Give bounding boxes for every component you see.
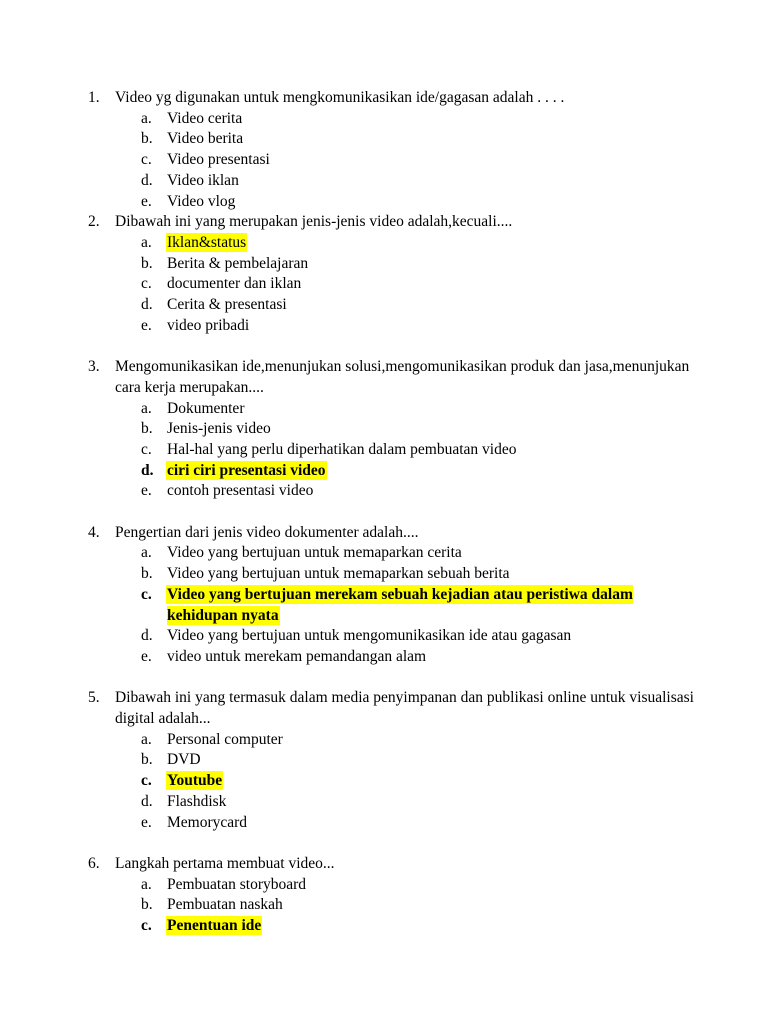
option-text: Video yang bertujuan merekam sebuah kejadian atau peristiwa dalam kehidupan nyata (167, 585, 633, 624)
option-letter: d. (141, 627, 153, 645)
question-text: Video yg digunakan untuk mengkomunikasikan ide/gagasan adalah . . . . (115, 89, 565, 106)
answer-option[interactable] (141, 813, 698, 834)
option-letter: a. (141, 875, 152, 893)
option-letter: c. (141, 440, 152, 458)
option-letter: c. (141, 585, 152, 603)
option-text: Video cerita (167, 109, 243, 127)
option-letter: a. (141, 109, 152, 127)
answer-option-highlighted[interactable] (141, 461, 698, 482)
answer-option[interactable] (141, 543, 698, 564)
answer-option[interactable] (141, 895, 698, 916)
option-letter: b. (141, 896, 153, 914)
option-text: Pembuatan storyboard (167, 875, 307, 893)
answer-option[interactable] (141, 316, 698, 337)
option-text: Video iklan (167, 171, 239, 189)
answer-option[interactable] (141, 481, 698, 502)
quiz-question (88, 688, 698, 833)
option-text: Cerita & presentasi (167, 296, 287, 314)
option-letter: b. (141, 420, 153, 438)
option-text: Video yang bertujuan untuk memaparkan sebuah berita (167, 565, 510, 583)
option-text: Berita & pembelajaran (167, 254, 309, 272)
option-letter: c. (141, 772, 152, 790)
option-text: Flashdisk (167, 792, 227, 810)
answer-option[interactable] (141, 171, 698, 192)
question-number: 4. (88, 523, 100, 541)
option-text: documenter dan iklan (167, 275, 302, 293)
option-letter: c. (141, 151, 152, 169)
question-text: Mengomunikasikan ide,menunjukan solusi,mengomunikasikan produk dan jasa,menunjukan cara kerja merupakan.... (115, 358, 690, 396)
option-text: video pribadi (167, 316, 250, 334)
option-text: ciri ciri presentasi video (167, 461, 326, 479)
option-letter: e. (141, 482, 152, 500)
quiz-question (88, 523, 698, 668)
question-number: 1. (88, 89, 100, 106)
option-text: video untuk merekam pemandangan alam (167, 647, 427, 665)
answer-option[interactable] (141, 750, 698, 771)
question-text: Langkah pertama membuat video... (115, 854, 335, 872)
option-letter: b. (141, 565, 153, 583)
option-text: Dokumenter (167, 399, 245, 417)
option-letter: e. (141, 316, 152, 334)
answer-option-list (115, 399, 698, 503)
answer-option[interactable] (141, 129, 698, 150)
answer-option[interactable] (141, 150, 698, 171)
option-text: Video vlog (167, 192, 236, 210)
option-letter: d. (141, 296, 153, 314)
option-text: Video presentasi (167, 151, 270, 169)
answer-option-list (115, 543, 698, 667)
option-letter: a. (141, 730, 152, 748)
quiz-question (88, 88, 698, 212)
question-number: 5. (88, 689, 100, 707)
answer-option-list (115, 109, 698, 213)
option-text: DVD (167, 751, 201, 769)
answer-option[interactable] (141, 109, 698, 130)
option-text: Personal computer (167, 730, 283, 748)
answer-option-highlighted[interactable] (141, 585, 698, 626)
answer-option-highlighted[interactable] (141, 916, 698, 937)
question-number: 3. (88, 358, 100, 376)
option-letter: a. (141, 544, 152, 562)
answer-option-list (115, 730, 698, 834)
answer-option[interactable] (141, 564, 698, 585)
question-number: 6. (88, 854, 100, 872)
option-text: Pembuatan naskah (167, 896, 283, 914)
option-letter: b. (141, 751, 153, 769)
answer-option-highlighted[interactable] (141, 771, 698, 792)
answer-option[interactable] (141, 647, 698, 668)
option-text: Penentuan ide (167, 917, 262, 935)
option-letter: e. (141, 647, 152, 665)
answer-option[interactable] (141, 254, 698, 275)
answer-option[interactable] (141, 274, 698, 295)
question-text: Dibawah ini yang merupakan jenis-jenis video adalah,kecuali.... (115, 213, 513, 231)
question-text: Pengertian dari jenis video dokumenter adalah.... (115, 523, 419, 541)
option-text: Youtube (167, 772, 223, 790)
option-text: Jenis-jenis video (167, 420, 271, 438)
question-text: Dibawah ini yang termasuk dalam media penyimpanan dan publikasi online untuk visualisasi digital adalah... (115, 689, 694, 728)
quiz-question (88, 357, 698, 502)
answer-option-highlighted[interactable] (141, 233, 698, 254)
answer-option[interactable] (141, 875, 698, 896)
quiz-question (88, 854, 698, 937)
quiz-question (88, 212, 698, 336)
answer-option[interactable] (141, 192, 698, 213)
answer-option[interactable] (141, 419, 698, 440)
option-letter: d. (141, 792, 153, 810)
answer-option[interactable] (141, 792, 698, 813)
option-text: contoh presentasi video (167, 482, 314, 500)
option-letter: d. (141, 171, 153, 189)
option-letter: c. (141, 917, 152, 935)
option-letter: e. (141, 813, 152, 831)
option-letter: a. (141, 399, 152, 417)
answer-option[interactable] (141, 626, 698, 647)
answer-option[interactable] (141, 730, 698, 751)
option-text: Video yang bertujuan untuk mengomunikasikan ide atau gagasan (167, 627, 572, 645)
option-letter: b. (141, 130, 153, 148)
answer-option-list (115, 233, 698, 337)
answer-option[interactable] (141, 440, 698, 461)
option-letter: c. (141, 275, 152, 293)
answer-option-list (115, 875, 698, 937)
question-number: 2. (88, 213, 100, 231)
quiz-question-list (88, 88, 698, 937)
option-text: Hal-hal yang perlu diperhatikan dalam pembuatan video (167, 440, 517, 458)
option-letter: d. (141, 461, 154, 479)
option-text: Memorycard (167, 813, 248, 831)
option-text: Video yang bertujuan untuk memaparkan cerita (167, 544, 462, 562)
option-text: Video berita (167, 130, 244, 148)
answer-option[interactable] (141, 399, 698, 420)
option-letter: e. (141, 192, 152, 210)
option-letter: a. (141, 233, 152, 251)
option-letter: b. (141, 254, 153, 272)
option-text: Iklan&status (167, 233, 247, 251)
answer-option[interactable] (141, 295, 698, 316)
